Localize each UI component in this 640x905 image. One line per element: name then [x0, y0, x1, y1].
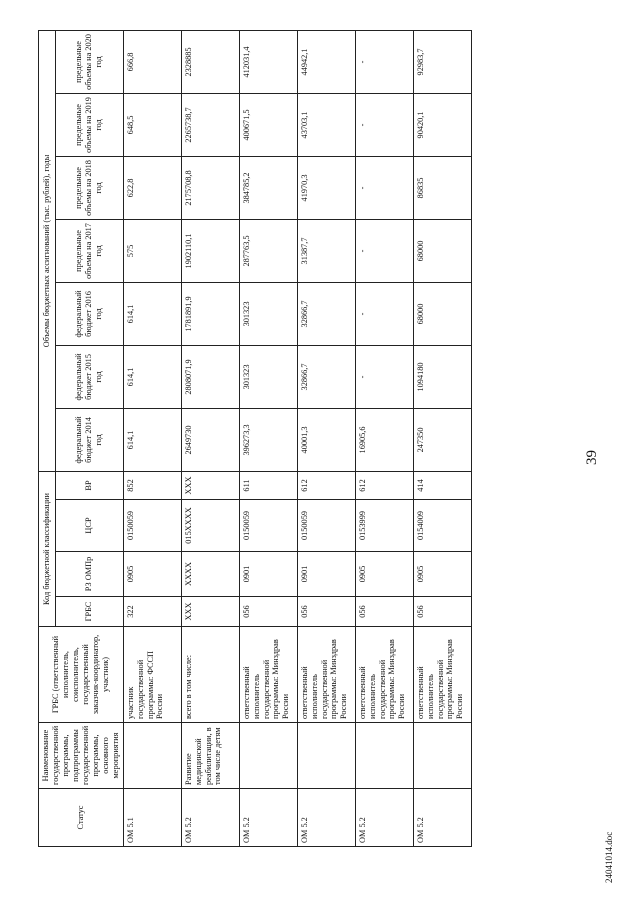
header-code-col: ЦСР	[56, 500, 124, 552]
header-code-col: РЗ ОМПр	[56, 552, 124, 597]
header-volume-col: предельные объемы на 2020 год	[56, 30, 124, 93]
cell-value: 301323	[239, 345, 297, 408]
cell-status: ОМ 5.2	[297, 789, 355, 847]
table-row	[239, 30, 297, 846]
cell-value: 614,1	[123, 282, 181, 345]
header-code-group: Код бюджетной классификации	[39, 471, 56, 626]
cell-value: 41970,3	[297, 156, 355, 219]
cell-code: 611	[239, 471, 297, 499]
header-grbs: ГРБС (ответственный исполнитель, соисполнитель, государственный заказчик-координатор, участник)	[39, 627, 124, 723]
cell-value: 1902110,1	[181, 219, 239, 282]
cell-code: 015XXXX	[181, 500, 239, 552]
cell-value: 2808071,9	[181, 345, 239, 408]
cell-value: -	[355, 282, 413, 345]
cell-value: 1094180	[413, 345, 471, 408]
cell-status: ОМ 5.2	[355, 789, 413, 847]
cell-grbs: ответственный исполнитель государственной программы: Минздрав России	[413, 627, 471, 723]
cell-status: ОМ 5.2	[181, 789, 239, 847]
cell-value: 301323	[239, 282, 297, 345]
cell-value: -	[355, 345, 413, 408]
cell-value: 287763,5	[239, 219, 297, 282]
cell-value: 614,1	[123, 408, 181, 471]
cell-grbs: участник государственной программы: ФССП России	[123, 627, 181, 723]
cell-grbs: всего в том числе:	[181, 627, 239, 723]
cell-value: 648,5	[123, 93, 181, 156]
cell-name	[297, 723, 355, 789]
cell-code: 0905	[123, 552, 181, 597]
cell-value: 86835	[413, 156, 471, 219]
header-status: Статус	[39, 789, 124, 847]
cell-value: 31387,7	[297, 219, 355, 282]
header-volume-col: федеральный бюджет 2015 год	[56, 345, 124, 408]
cell-code: 414	[413, 471, 471, 499]
cell-code: 612	[297, 471, 355, 499]
cell-value: 32866,7	[297, 282, 355, 345]
cell-code: 0150059	[239, 500, 297, 552]
cell-code: 0154009	[413, 500, 471, 552]
cell-code: 056	[355, 597, 413, 627]
cell-value: 622,8	[123, 156, 181, 219]
header-volume-col: федеральный бюджет 2014 год	[56, 408, 124, 471]
cell-value: 2265738,7	[181, 93, 239, 156]
cell-value: -	[355, 156, 413, 219]
cell-value: 384785,2	[239, 156, 297, 219]
cell-value: 614,1	[123, 345, 181, 408]
cell-status: ОМ 5.1	[123, 789, 181, 847]
document-code: 24041014.doc	[604, 831, 614, 883]
cell-value: 2328885	[181, 30, 239, 93]
cell-name	[413, 723, 471, 789]
cell-value: 40001,3	[297, 408, 355, 471]
cell-value: 1781891,9	[181, 282, 239, 345]
cell-value: 92983,7	[413, 30, 471, 93]
cell-name	[239, 723, 297, 789]
cell-code: 0901	[297, 552, 355, 597]
cell-value: 90420,1	[413, 93, 471, 156]
cell-code: 056	[239, 597, 297, 627]
cell-code: 056	[413, 597, 471, 627]
cell-code: 0901	[239, 552, 297, 597]
table-row	[355, 30, 413, 846]
cell-value: 575	[123, 219, 181, 282]
cell-value: 396273,3	[239, 408, 297, 471]
table-row	[413, 30, 471, 846]
cell-name	[123, 723, 181, 789]
cell-value: 68000	[413, 282, 471, 345]
cell-code: 852	[123, 471, 181, 499]
cell-value: 32866,7	[297, 345, 355, 408]
cell-value: -	[355, 30, 413, 93]
header-volume-col: предельные объемы на 2017 год	[56, 219, 124, 282]
cell-code: XXX	[181, 471, 239, 499]
cell-code: 0905	[413, 552, 471, 597]
header-code-col: ВР	[56, 471, 124, 499]
cell-value: 68000	[413, 219, 471, 282]
cell-code: 0905	[355, 552, 413, 597]
cell-name: Развитие медицинской реабилитации, в том числе детям	[181, 723, 239, 789]
cell-value: 43703,1	[297, 93, 355, 156]
cell-value: 16905,6	[355, 408, 413, 471]
cell-status: ОМ 5.2	[413, 789, 471, 847]
cell-code: 0153999	[355, 500, 413, 552]
cell-code: 0150059	[297, 500, 355, 552]
header-name: Наименование государственной программы, подпрограммы государственной программы, основного мероприятия	[39, 723, 124, 789]
header-volume-col: предельные объемы на 2018 год	[56, 156, 124, 219]
cell-name	[355, 723, 413, 789]
cell-code: 322	[123, 597, 181, 627]
cell-value: 400671,5	[239, 93, 297, 156]
cell-value: 2649730	[181, 408, 239, 471]
header-volume-col: предельные объемы на 2019 год	[56, 93, 124, 156]
header-volume-col: федеральный бюджет 2016 год	[56, 282, 124, 345]
cell-status: ОМ 5.2	[239, 789, 297, 847]
cell-value: -	[355, 93, 413, 156]
header-volume-group: Объемы бюджетных ассигнований (тыс. рублей), годы	[39, 30, 56, 471]
cell-value: -	[355, 219, 413, 282]
cell-grbs: ответственный исполнитель государственной программы: Минздрав России	[297, 627, 355, 723]
cell-code: XXX	[181, 597, 239, 627]
cell-value: 44942,1	[297, 30, 355, 93]
cell-value: 247350	[413, 408, 471, 471]
cell-grbs: ответственный исполнитель государственной программы: Минздрав России	[239, 627, 297, 723]
header-code-col: ГРБС	[56, 597, 124, 627]
cell-value: 412031,4	[239, 30, 297, 93]
table-row	[181, 30, 239, 846]
budget-table	[38, 30, 472, 847]
page-number: 39	[584, 450, 600, 465]
cell-code: 0150059	[123, 500, 181, 552]
cell-code: 612	[355, 471, 413, 499]
cell-code: XXXX	[181, 552, 239, 597]
cell-code: 056	[297, 597, 355, 627]
cell-value: 2175708,8	[181, 156, 239, 219]
cell-grbs: ответственный исполнитель государственной программы: Минздрав России	[355, 627, 413, 723]
table-row	[297, 30, 355, 846]
cell-value: 666,8	[123, 30, 181, 93]
table-row	[123, 30, 181, 846]
